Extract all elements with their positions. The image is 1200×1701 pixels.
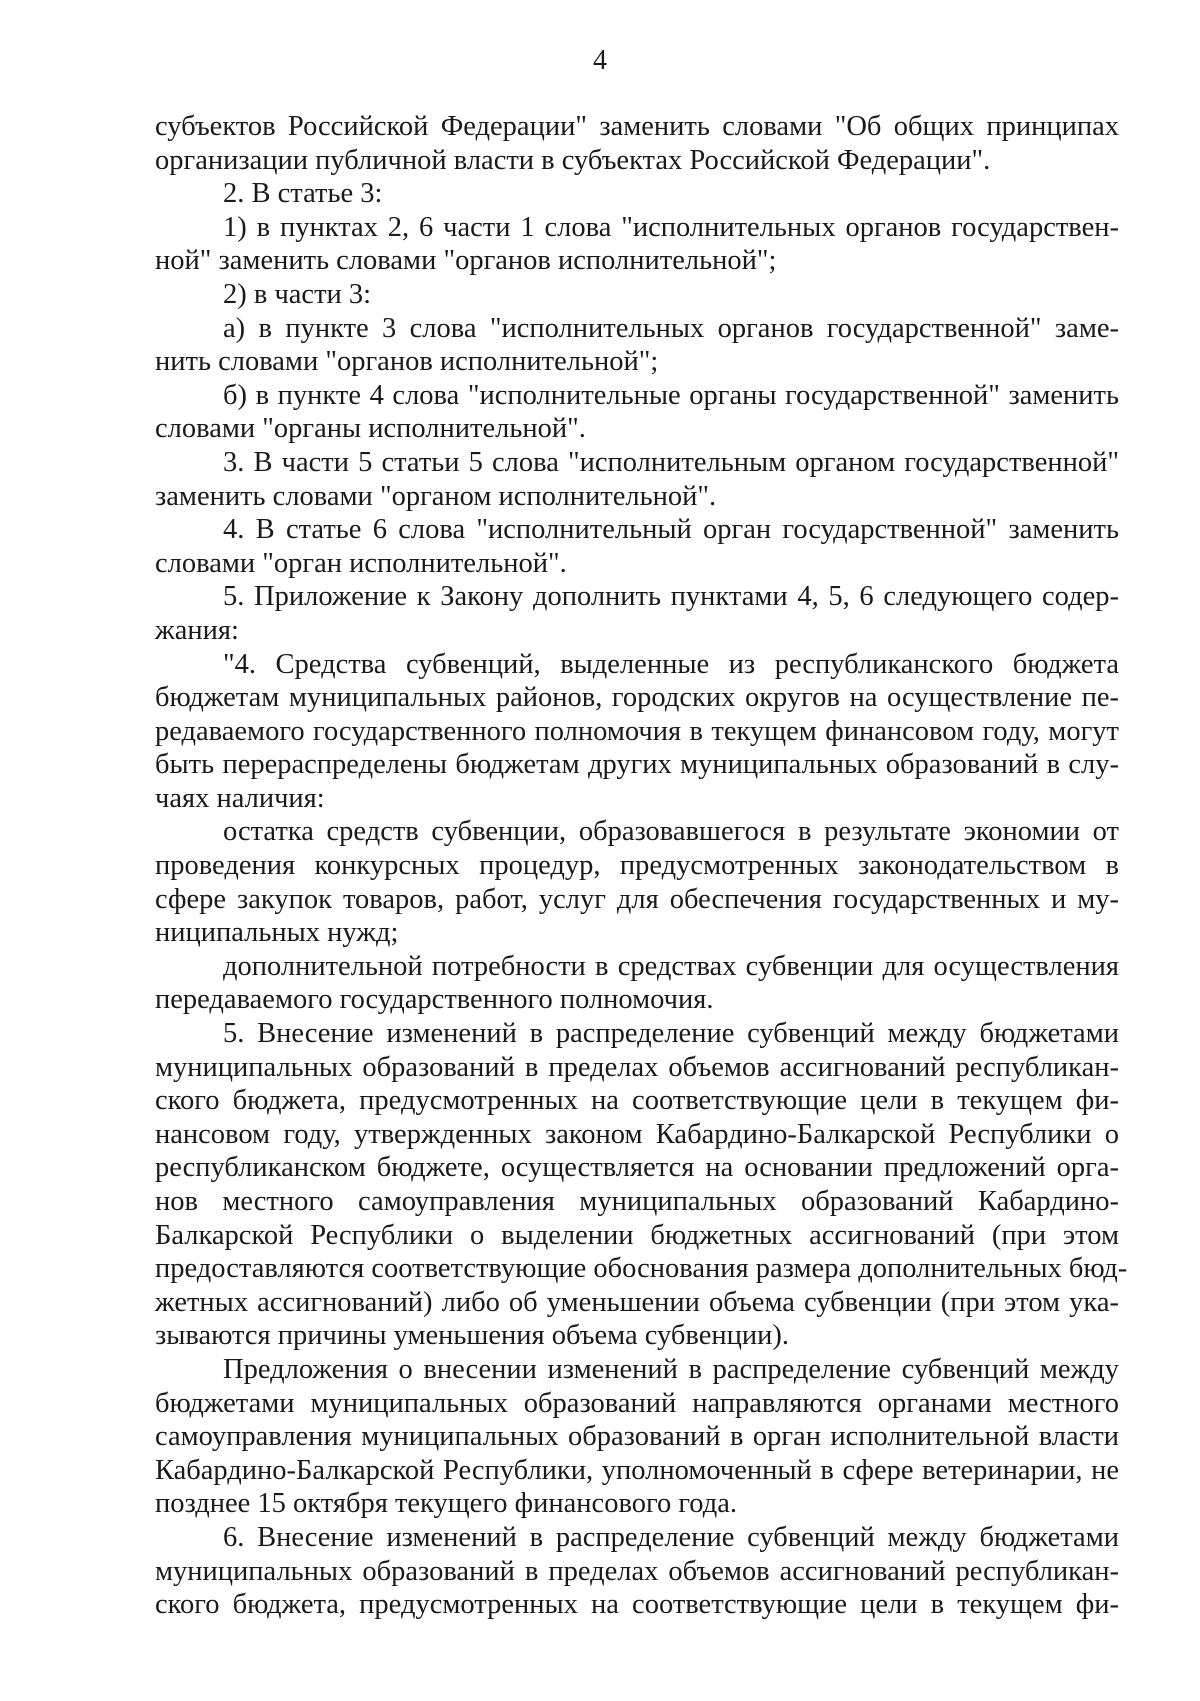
text-line: самоуправления муниципальных образований в орган исполнительной власти (155, 1421, 1119, 1453)
text-line: позднее 15 октября текущего финансового года. (155, 1488, 738, 1520)
text-line: остатка средств субвенции, образовавшегося в результате экономии от (223, 816, 1119, 848)
text-line: ниципальных нужд; (155, 917, 399, 949)
text-line: жетных ассигнований) либо об уменьшении объема субвенции (при этом ука- (155, 1286, 1119, 1318)
text-line: чаях наличия: (155, 782, 325, 814)
text-line: а) в пункте 3 слова "исполнительных органов государственной" заме- (223, 312, 1119, 344)
page-number: 4 (593, 45, 607, 76)
text-line: нить словами "органов исполнительной"; (155, 346, 659, 378)
text-line: передаваемого государственного полномочия. (155, 984, 714, 1016)
text-line: словами "органы исполнительной". (155, 413, 586, 445)
text-line: "4. Средства субвенций, выделенные из республиканского бюджета (223, 648, 1119, 680)
text-line: проведения конкурсных процедур, предусмотренных законодательством в (155, 850, 1119, 882)
text-line: бюджетам муниципальных районов, городских округов на осуществление пе- (155, 682, 1119, 714)
text-line: б) в пункте 4 слова "исполнительные органы государственной" заменить (223, 379, 1119, 411)
text-line: нов местного самоуправления муниципальных образований Кабардино- (155, 1186, 1119, 1217)
text-line: 5. Приложение к Закону дополнить пунктами 4, 5, 6 следующего содер- (223, 581, 1119, 613)
text-line: муниципальных образований в пределах объемов ассигнований республикан- (155, 1555, 1119, 1587)
text-line: жания: (155, 614, 239, 646)
text-line: предоставляются соответствующие обоснования размера дополнительных бюд- (155, 1253, 1128, 1285)
text-line: дополнительной потребности в средствах субвенции для осуществления (223, 950, 1119, 982)
text-line: 5. Внесение изменений в распределение субвенций между бюджетами (223, 1018, 1119, 1050)
text-line: ной" заменить словами "органов исполнительной"; (155, 245, 777, 277)
text-line: муниципальных образований в пределах объемов ассигнований республикан- (155, 1051, 1119, 1083)
text-line: ского бюджета, предусмотренных на соответствующие цели в текущем фи- (155, 1085, 1119, 1117)
text-line: бюджетами муниципальных образований направляются органами местного (155, 1387, 1119, 1419)
text-line: Предложения о внесении изменений в распределение субвенций между (223, 1353, 1119, 1385)
text-line: 2. В статье 3: (223, 178, 383, 210)
text-line: 6. Внесение изменений в распределение субвенций между бюджетами (223, 1521, 1119, 1553)
text-line: зываются причины уменьшения объема субвенции). (155, 1320, 789, 1352)
text-line: 4. В статье 6 слова "исполнительный орган государственной" заменить (223, 514, 1119, 546)
text-line: Балкарской Республики о выделении бюджетных ассигнований (при этом (155, 1219, 1119, 1251)
text-line: республиканском бюджете, осуществляется на основании предложений орга- (155, 1152, 1119, 1184)
text-line: 1) в пунктах 2, 6 части 1 слова "исполнительных органов государствен- (223, 211, 1119, 243)
text-line: организации публичной власти в субъектах Российской Федерации". (155, 144, 991, 176)
text-line: редаваемого государственного полномочия в текущем финансовом году, могут (155, 715, 1119, 747)
text-line: Кабардино-Балкарской Республики, уполномоченный в сфере ветеринарии, не (155, 1454, 1119, 1486)
text-line: сфере закупок товаров, работ, услуг для обеспечения государственных и му- (155, 883, 1119, 915)
document-body (155, 110, 1128, 1622)
text-line: словами "орган исполнительной". (155, 547, 567, 579)
text-line: нансовом году, утвержденных законом Кабардино-Балкарской Республики о (155, 1118, 1119, 1150)
text-line: 3. В части 5 статьи 5 слова "исполнительным органом государственной" (223, 446, 1119, 478)
text-line: 2) в части 3: (223, 278, 372, 310)
text-line: быть перераспределены бюджетам других муниципальных образований в слу- (155, 749, 1119, 781)
text-line: заменить словами "органом исполнительной". (155, 480, 717, 512)
text-line: ского бюджета, предусмотренных на соответствующие цели в текущем фи- (155, 1589, 1119, 1621)
text-line: субъектов Российской Федерации" заменить словами "Об общих принципах (155, 111, 1119, 142)
